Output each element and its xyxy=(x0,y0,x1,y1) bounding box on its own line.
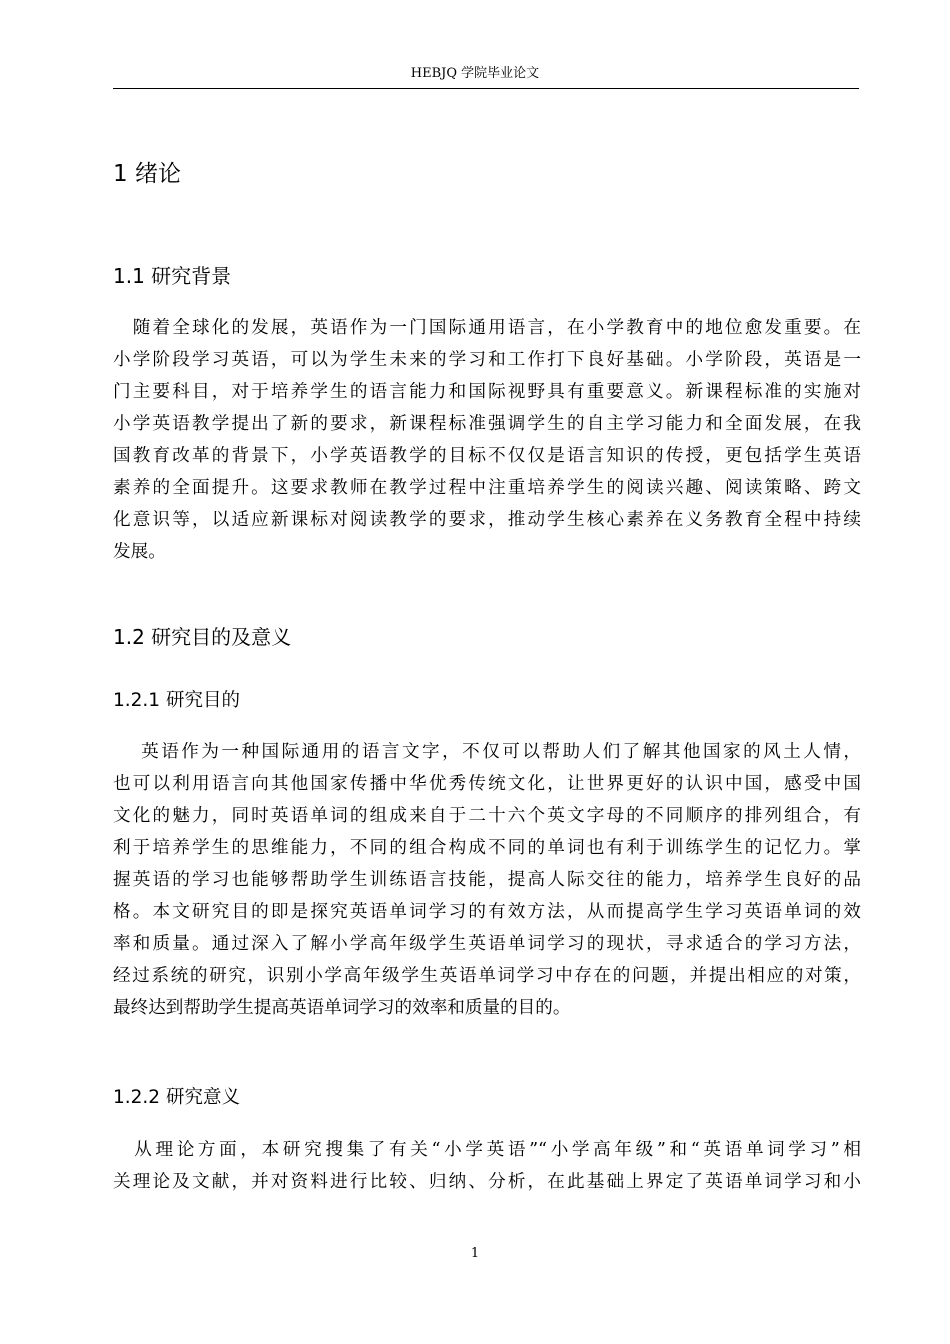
paragraph-line: 发展。 xyxy=(113,542,166,562)
paragraph-background xyxy=(113,312,861,568)
subsection-title-1-2-1: 1.2.1 研究目的 xyxy=(113,690,240,711)
paragraph-line: 格。本文研究目的即是探究英语单词学习的有效方法，从而提高学生学习英语单词的效 xyxy=(113,902,861,922)
paragraph-line: 英语作为一种国际通用的语言文字，不仅可以帮助人们了解其他国家的风土人情， xyxy=(113,742,861,762)
paragraph-purpose xyxy=(113,736,861,1024)
running-header: HEBJQ 学院毕业论文 xyxy=(410,66,540,81)
section-title-1-2: 1.2 研究目的及意义 xyxy=(113,625,292,649)
paragraph-line: 握英语的学习也能够帮助学生训练语言技能，提高人际交往的能力，培养学生良好的品 xyxy=(113,870,861,890)
paragraph-line: 小学英语教学提出了新的要求，新课程标准强调学生的自主学习能力和全面发展，在我 xyxy=(113,414,861,434)
header-rule xyxy=(113,88,859,89)
paragraph-line: 国教育改革的背景下，小学英语教学的目标不仅仅是语言知识的传授，更包括学生英语 xyxy=(113,446,861,466)
chapter-title: 1 绪论 xyxy=(113,161,181,187)
paragraph-line: 最终达到帮助学生提高英语单词学习的效率和质量的目的。 xyxy=(113,998,571,1018)
paragraph-line: 素养的全面提升。这要求教师在教学过程中注重培养学生的阅读兴趣、阅读策略、跨文 xyxy=(113,478,861,498)
paragraph-line: 门主要科目，对于培养学生的语言能力和国际视野具有重要意义。新课程标准的实施对 xyxy=(113,382,861,402)
subsection-title-1-2-2: 1.2.2 研究意义 xyxy=(113,1087,240,1108)
paragraph-line: 随着全球化的发展，英语作为一门国际通用语言，在小学教育中的地位愈发重要。在 xyxy=(113,318,861,338)
paragraph-line: 小学阶段学习英语，可以为学生未来的学习和工作打下良好基础。小学阶段，英语是一 xyxy=(113,350,861,370)
paragraph-line: 关理论及文献，并对资料进行比较、归纳、分析，在此基础上界定了英语单词学习和小 xyxy=(113,1172,861,1192)
section-title-1-1: 1.1 研究背景 xyxy=(113,264,232,288)
paragraph-line: 经过系统的研究，识别小学高年级学生英语单词学习中存在的问题，并提出相应的对策， xyxy=(113,966,861,986)
paragraph-line: 从理论方面，本研究搜集了有关“小学英语”“小学高年级”和“英语单词学习”相 xyxy=(113,1140,861,1160)
paragraph-significance xyxy=(113,1134,861,1198)
paragraph-line: 化意识等，以适应新课标对阅读教学的要求，推动学生核心素养在义务教育全程中持续 xyxy=(113,510,861,530)
paragraph-line: 率和质量。通过深入了解小学高年级学生英语单词学习的现状，寻求适合的学习方法， xyxy=(113,934,861,954)
paragraph-line: 文化的魅力，同时英语单词的组成来自于二十六个英文字母的不同顺序的排列组合，有 xyxy=(113,806,861,826)
paragraph-line: 也可以利用语言向其他国家传播中华优秀传统文化，让世界更好的认识中国，感受中国 xyxy=(113,774,861,794)
paragraph-line: 利于培养学生的思维能力，不同的组合构成不同的单词也有利于训练学生的记忆力。掌 xyxy=(113,838,861,858)
page-number: 1 xyxy=(470,1246,480,1261)
